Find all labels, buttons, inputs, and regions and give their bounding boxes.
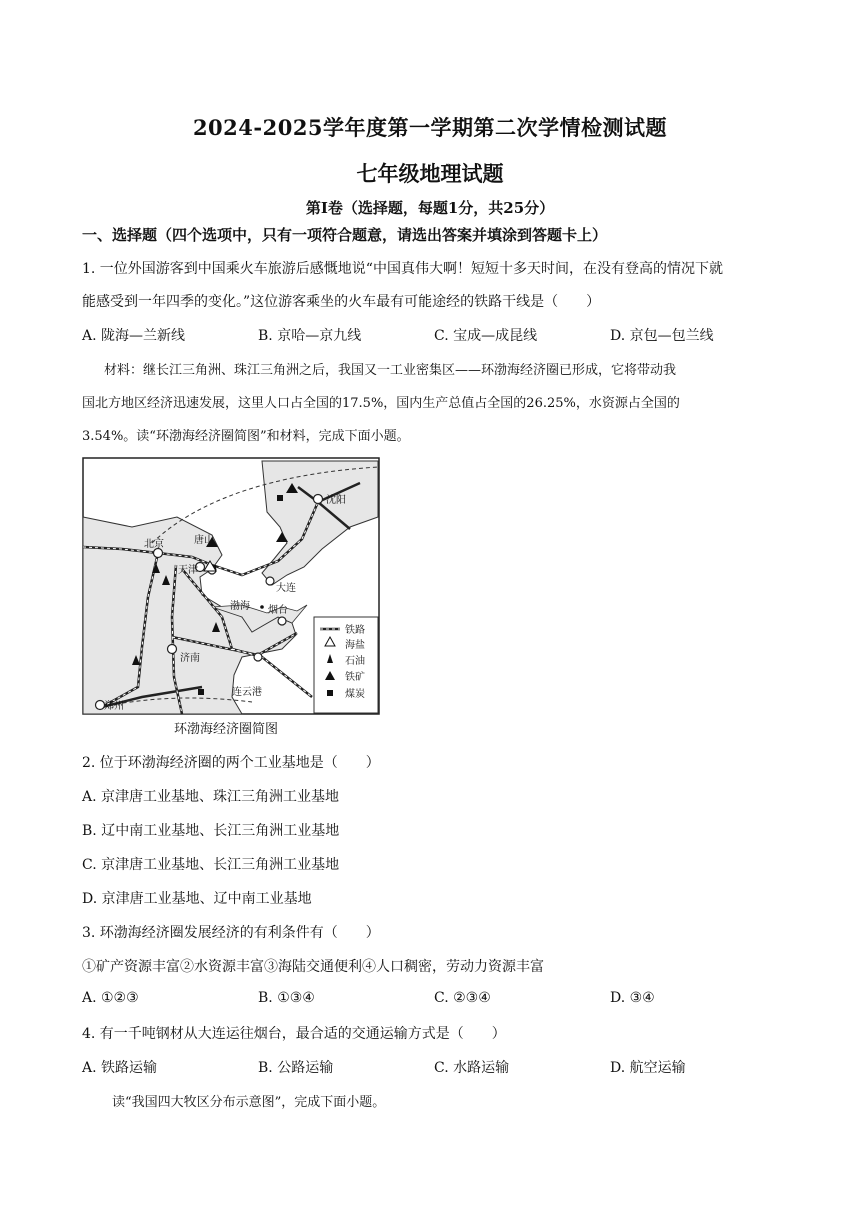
map-label-beijing: 北京 <box>144 539 164 550</box>
q1-option-b: B. 京哈—京九线 <box>258 328 362 344</box>
map-label-yantai: 烟台 <box>268 605 288 616</box>
q2-option-b: B. 辽中南工业基地、长江三角洲工业基地 <box>82 823 340 839</box>
exam-title: 2024-2025学年度第一学期第二次学情检测试题 <box>192 115 668 140</box>
map-label-zhengzhou: 郑州 <box>104 701 124 712</box>
q3-option-b: B. ①③④ <box>258 990 315 1006</box>
map-label-lianyungang: 连云港 <box>232 687 262 698</box>
q2-option-c: C. 京津唐工业基地、长江三角洲工业基地 <box>82 857 340 873</box>
q3-option-c: C. ②③④ <box>434 990 491 1006</box>
next-intro: 读“我国四大牧区分布示意图”，完成下面小题。 <box>112 1095 386 1110</box>
q2-stem: 2. 位于环渤海经济圈的两个工业基地是（ ） <box>82 755 380 771</box>
map-label-shenyang: 沈阳 <box>326 495 346 506</box>
legend-coal: 煤炭 <box>345 689 365 700</box>
legend-sea-salt: 海盐 <box>345 640 365 651</box>
q1-stem-line1: 1. 一位外国游客到中国乘火车旅游后感慨地说“中国真伟大啊！短短十多天时间，在没有登高的情况下就 <box>82 261 723 277</box>
q4-stem: 4. 有一千吨钢材从大连运往烟台，最合适的交通运输方式是（ ） <box>82 1026 506 1042</box>
exam-subtitle: 七年级地理试题 <box>356 161 504 186</box>
q4-option-d: D. 航空运输 <box>610 1060 686 1076</box>
q3-option-a: A. ①②③ <box>82 990 139 1006</box>
material-line3: 3.54%。读“环渤海经济圈简图”和材料，完成下面小题。 <box>82 429 410 444</box>
legend-oil: 石油 <box>345 656 365 667</box>
q2-option-d: D. 京津唐工业基地、辽中南工业基地 <box>82 891 312 907</box>
material-line1: 材料：继长江三角洲、珠江三角洲之后，我国又一工业密集区——环渤海经济圈已形成，它将带动我 <box>104 363 677 378</box>
q3-stem: 3. 环渤海经济圈发展经济的有利条件有（ ） <box>82 925 380 941</box>
q1-stem-line2: 能感受到一年四季的变化。”这位游客乘坐的火车最有可能途经的铁路干线是（ ） <box>82 294 601 310</box>
map-label-jinan: 济南 <box>180 653 200 664</box>
q4-option-a: A. 铁路运输 <box>82 1060 158 1076</box>
map-label-dalian: 大连 <box>276 583 296 594</box>
q1-option-d: D. 京包—包兰线 <box>610 328 714 344</box>
q4-option-b: B. 公路运输 <box>258 1060 334 1076</box>
q4-option-c: C. 水路运输 <box>434 1060 510 1076</box>
q1-option-a: A. 陇海—兰新线 <box>82 328 186 344</box>
map-caption: 环渤海经济圈简图 <box>174 722 279 737</box>
map-label-tianjin: 天津 <box>178 565 198 576</box>
map-label-bohai: 渤海 <box>230 601 250 612</box>
material-line2: 国北方地区经济迅速发展，这里人口占全国的17.5%，国内生产总值占全国的26.25%，水资源占全国的 <box>82 396 680 411</box>
bohai-economic-map <box>82 457 380 715</box>
q3-option-d: D. ③④ <box>610 990 655 1006</box>
legend-railway: 铁路 <box>345 625 365 636</box>
legend-iron-ore: 铁矿 <box>345 672 365 683</box>
volume-heading: 第Ⅰ卷（选择题，每题1分，共25分） <box>305 199 555 217</box>
map-label-tangshan: 唐山 <box>194 535 214 546</box>
section-heading: 一、选择题（四个选项中，只有一项符合题意，请选出答案并填涂到答题卡上） <box>82 226 608 244</box>
map-legend <box>314 617 378 713</box>
q3-conditions: ①矿产资源丰富②水资源丰富③海陆交通便利④人口稠密，劳动力资源丰富 <box>82 959 544 975</box>
q1-option-c: C. 宝成—成昆线 <box>434 328 538 344</box>
q2-option-a: A. 京津唐工业基地、珠江三角洲工业基地 <box>82 789 340 805</box>
